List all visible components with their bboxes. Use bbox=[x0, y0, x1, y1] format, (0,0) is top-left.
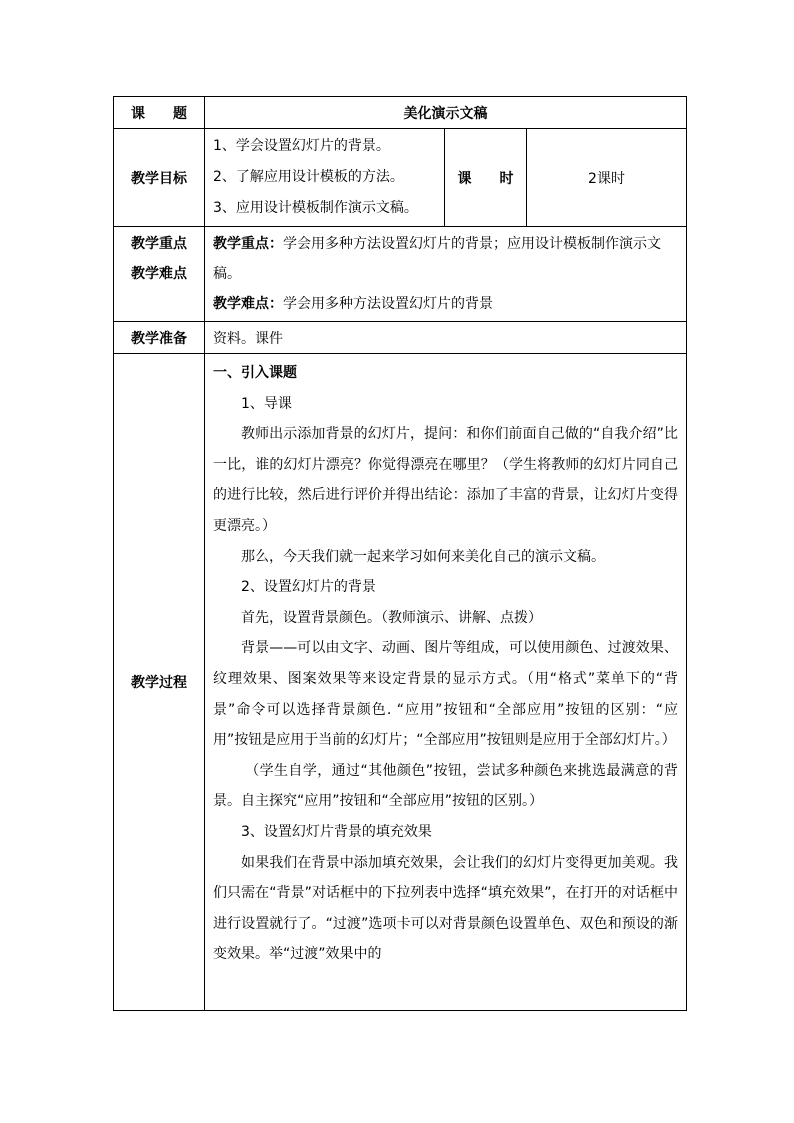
key-point-title: 教学重点： bbox=[213, 236, 283, 252]
paragraph: 教师出示添加背景的幻灯片，提问：和你们前面自己做的“自我介绍”比一比，谁的幻灯片漂亮？你觉得漂亮在哪里？（学生将教师的幻灯片同自己的进行比较，然后进行评价并得出结论：添加了丰富的背景，让幻灯片变得更漂亮。） bbox=[213, 426, 679, 534]
key-point bbox=[213, 229, 678, 289]
key-row bbox=[114, 227, 687, 322]
subheading: 2、设置幻灯片的背景 bbox=[241, 579, 376, 596]
difficulty-text: 学会用多种方法设置幻灯片的背景 bbox=[283, 296, 493, 312]
key-label: 教学重点 bbox=[131, 236, 187, 252]
difficulty-point bbox=[213, 289, 678, 319]
subheading: 1、导课 bbox=[241, 395, 292, 412]
process-content bbox=[205, 354, 687, 1011]
goals-list bbox=[205, 129, 445, 227]
title-label: 课 题 bbox=[114, 97, 205, 129]
period-value: 2课时 bbox=[527, 129, 687, 227]
lesson-title: 美化演示文稿 bbox=[205, 97, 687, 129]
prep-value: 资料。课件 bbox=[205, 322, 687, 354]
process-row bbox=[114, 354, 687, 1011]
key-content bbox=[205, 227, 687, 322]
prep-label: 教学准备 bbox=[114, 322, 205, 354]
difficulty-title: 教学难点： bbox=[213, 296, 283, 312]
subheading: 3、设置幻灯片背景的填充效果 bbox=[241, 823, 432, 840]
title-row bbox=[114, 97, 687, 129]
goal-item: 1、学会设置幻灯片的背景。 bbox=[213, 138, 390, 154]
paragraph: 如果我们在背景中添加填充效果，会让我们的幻灯片变得更加美观。我们只需在“背景”对话框中的下拉列表中选择“填充效果”，在打开的对话框中进行设置就行了。“过渡”选项卡可以对背景颜色设置单色、双色和预设的渐变效果。举“过渡”效果中的 bbox=[213, 854, 679, 963]
key-labels bbox=[114, 227, 205, 322]
paragraph: 背景——可以由文字、动画、图片等组成，可以使用颜色、过渡效果、纹理效果、图案效果等来设定背景的显示方式。（用“格式”菜单下的“背景”命令可以选择背景颜色. “应用”按钮和“全部应用”按钮的区别：“应用”按钮是应用于当前的幻灯片；“全部应用”按钮则是应用于全部幻灯片。） bbox=[213, 640, 679, 749]
paragraph: 首先，设置背景颜色。（教师演示、讲解、点拨） bbox=[241, 609, 542, 626]
paragraph: 那么，今天我们就一起来学习如何来美化自己的演示文稿。 bbox=[241, 548, 605, 565]
paragraph: （学生自学，通过“其他颜色”按钮，尝试多种颜色来挑选最满意的背景。自主探究“应用”按钮和“全部应用”按钮的区别。） bbox=[213, 762, 679, 810]
process-label: 教学过程 bbox=[114, 354, 205, 1011]
goal-item: 3、应用设计模板制作演示文稿。 bbox=[213, 200, 418, 216]
difficulty-label: 教学难点 bbox=[131, 266, 187, 282]
goals-label: 教学目标 bbox=[114, 129, 205, 227]
lesson-plan-table bbox=[113, 96, 687, 1011]
section-heading: 一、引入课题 bbox=[213, 365, 297, 381]
goals-row bbox=[114, 129, 687, 227]
key-point-text: 学会用多种方法设置幻灯片的背景；应用设计模板制作演示文稿。 bbox=[213, 236, 661, 282]
goal-item: 2、了解应用设计模板的方法。 bbox=[213, 169, 404, 185]
period-label: 课 时 bbox=[445, 129, 527, 227]
prep-row bbox=[114, 322, 687, 354]
